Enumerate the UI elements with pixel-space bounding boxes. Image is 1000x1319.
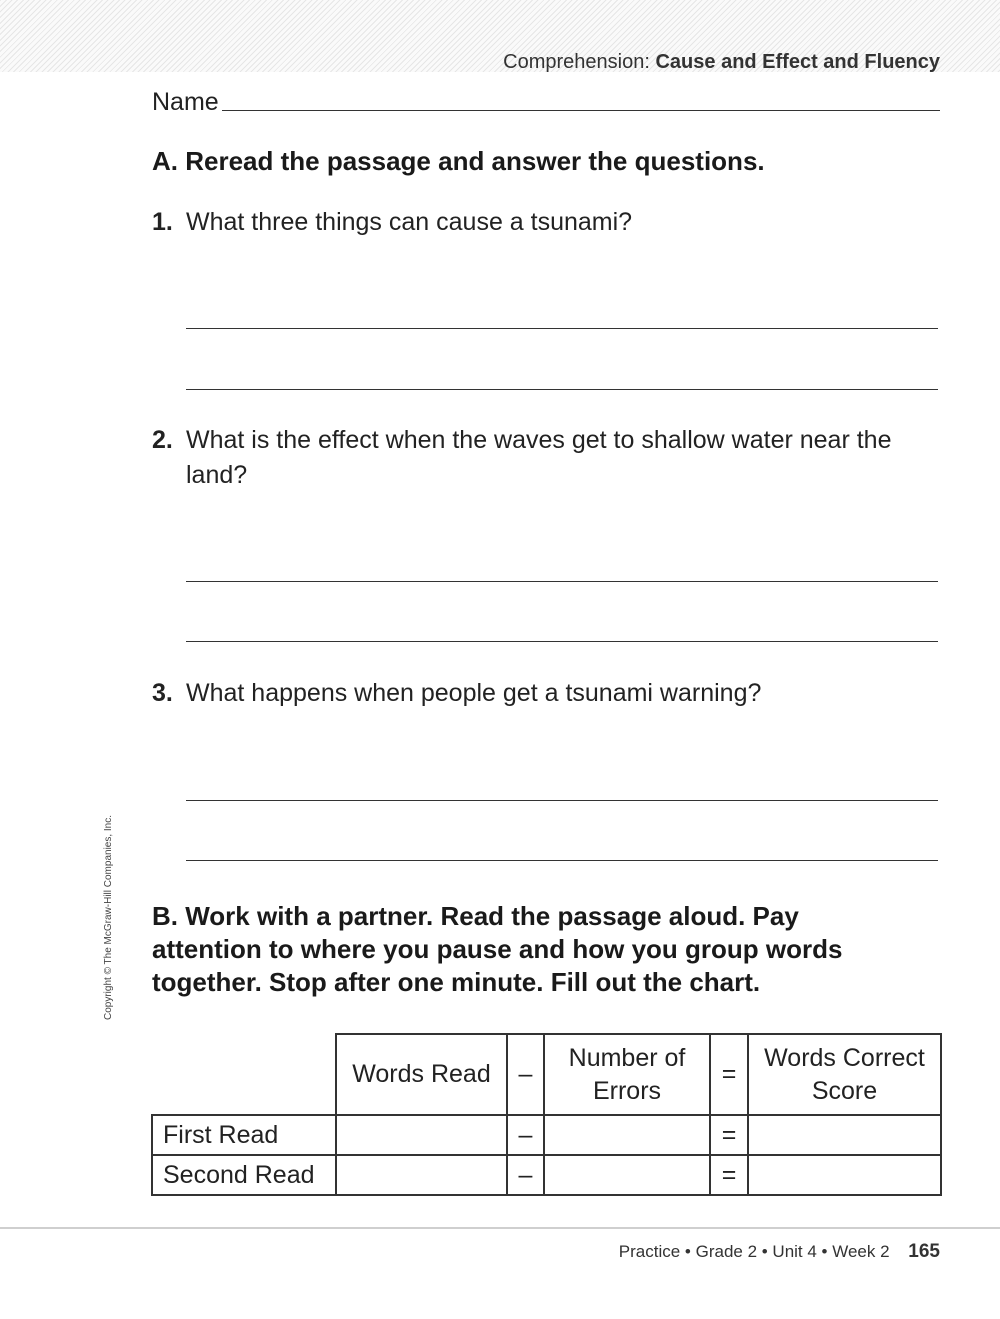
- chart-header-number-of-errors: Number of Errors: [544, 1034, 710, 1115]
- chart-cell-score[interactable]: [748, 1115, 941, 1155]
- answer-1-line-2[interactable]: [186, 389, 938, 390]
- section-b-heading: B. Work with a partner. Read the passage aloud. Pay attention to where you pause and how you group words together. Stop after one minute. Fill out the chart.: [152, 901, 843, 997]
- name-input-line[interactable]: [222, 110, 940, 111]
- chart-row-first-read: [152, 1115, 941, 1155]
- chart-cell-minus: –: [507, 1155, 544, 1195]
- section-a-heading: A. Reread the passage and answer the questions.: [152, 146, 765, 176]
- chart-row-label: Second Read: [152, 1155, 336, 1195]
- question-3-text: What happens when people get a tsunami warning?: [186, 679, 762, 707]
- name-label: Name: [152, 88, 219, 116]
- page-number: 165: [908, 1241, 940, 1262]
- question-2-text: What is the effect when the waves get to shallow water near the land?: [186, 426, 892, 489]
- chart-cell-words-read[interactable]: [336, 1155, 507, 1195]
- worksheet-header: [503, 51, 940, 74]
- chart-header-minus: –: [507, 1034, 544, 1115]
- name-row: [152, 86, 940, 116]
- chart-header-row: [152, 1034, 941, 1115]
- answer-3-line-2[interactable]: [186, 860, 938, 861]
- chart-header-words-read: Words Read: [336, 1034, 507, 1115]
- header-topic: Cause and Effect and Fluency: [655, 51, 940, 73]
- answer-1-line-1[interactable]: [186, 328, 938, 329]
- chart-corner-cell: [152, 1034, 336, 1115]
- question-1-text: What three things can cause a tsunami?: [186, 208, 633, 236]
- answer-2-line-2[interactable]: [186, 641, 938, 642]
- answer-2-line-1[interactable]: [186, 581, 938, 582]
- chart-cell-minus: –: [507, 1115, 544, 1155]
- chart-header-equals: =: [710, 1034, 748, 1115]
- question-1-number: 1.: [152, 208, 173, 236]
- page-footer: [619, 1241, 940, 1263]
- chart-cell-words-read[interactable]: [336, 1115, 507, 1155]
- chart-cell-errors[interactable]: [544, 1115, 710, 1155]
- chart-cell-errors[interactable]: [544, 1155, 710, 1195]
- copyright-notice: Copyright © The McGraw-Hill Companies, Inc.: [103, 814, 114, 1020]
- footer-divider: [0, 1227, 1000, 1229]
- answer-3-line-1[interactable]: [186, 800, 938, 801]
- question-3-number: 3.: [152, 679, 173, 707]
- chart-cell-score[interactable]: [748, 1155, 941, 1195]
- chart-cell-equals: =: [710, 1115, 748, 1155]
- fluency-chart: [151, 1033, 942, 1196]
- footer-text: Practice • Grade 2 • Unit 4 • Week 2: [618, 1242, 890, 1261]
- chart-header-words-correct-score: Words Correct Score: [748, 1034, 941, 1115]
- chart-row-second-read: [152, 1155, 941, 1195]
- chart-cell-equals: =: [710, 1155, 748, 1195]
- chart-row-label: First Read: [152, 1115, 336, 1155]
- question-2-number: 2.: [152, 426, 173, 454]
- header-prefix: Comprehension:: [503, 51, 650, 73]
